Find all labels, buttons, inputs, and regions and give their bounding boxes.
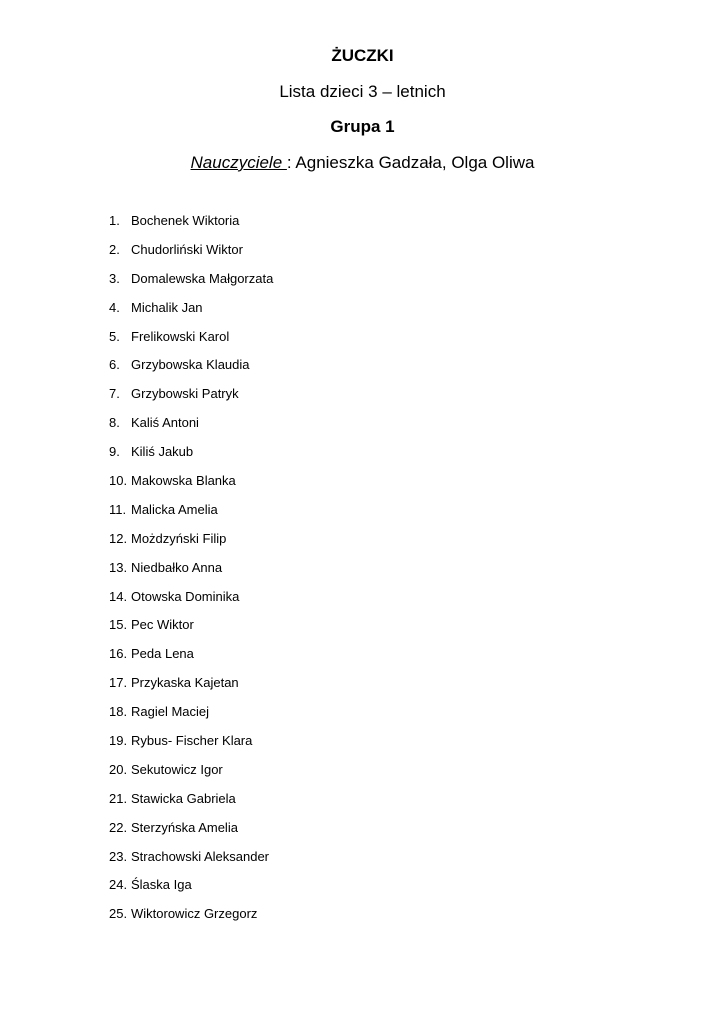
list-item [0, 323, 725, 352]
list-item [0, 467, 725, 496]
child-name: Sekutowicz Igor [131, 761, 223, 777]
list-item [0, 409, 725, 438]
teachers-line [0, 152, 725, 174]
list-item [0, 525, 725, 554]
list-item-number: 13. [109, 559, 128, 575]
list-item [0, 207, 725, 236]
list-item-number: 2. [109, 241, 120, 257]
list-item-number: 24. [109, 877, 128, 893]
child-name: Grzybowska Klaudia [131, 357, 250, 373]
document-subtitle: Lista dzieci 3 – letnich [279, 82, 446, 101]
child-name: Pec Wiktor [131, 617, 194, 633]
list-item [0, 611, 725, 640]
list-item-number: 19. [109, 733, 128, 749]
document-title: ŻUCZKI [331, 46, 394, 65]
list-item-number: 16. [109, 646, 128, 662]
list-item-number: 10. [109, 473, 128, 489]
child-name: Grzybowski Patryk [131, 386, 239, 402]
list-item [0, 496, 725, 525]
list-item [0, 814, 725, 843]
list-item [0, 727, 725, 756]
list-item-number: 11. [109, 501, 127, 517]
list-item-number: 20. [109, 761, 128, 777]
child-name: Ślaska Iga [131, 877, 192, 893]
list-item [0, 785, 725, 814]
list-item-number: 23. [109, 848, 128, 864]
list-item [0, 640, 725, 669]
list-item-number: 4. [109, 299, 120, 315]
list-item-number: 18. [109, 704, 128, 720]
child-name: Makowska Blanka [131, 473, 236, 489]
child-name: Otowska Dominika [131, 588, 240, 604]
child-name: Ragiel Maciej [131, 704, 210, 720]
list-item [0, 554, 725, 583]
list-item [0, 438, 725, 467]
list-item [0, 669, 725, 698]
list-item-number: 15. [109, 617, 128, 633]
child-name: Niedbałko Anna [131, 559, 223, 575]
child-name: Stawicka Gabriela [131, 790, 236, 806]
child-name: Sterzyńska Amelia [131, 819, 238, 835]
list-item [0, 236, 725, 265]
child-name: Peda Lena [131, 646, 194, 662]
child-name: Michalik Jan [131, 299, 203, 315]
child-name: Przykaska Kajetan [131, 675, 239, 691]
list-item [0, 294, 725, 323]
list-item [0, 265, 725, 294]
list-item [0, 698, 725, 727]
teachers-separator: : [286, 153, 296, 172]
teachers-names: Agnieszka Gadzała, Olga Oliwa [295, 153, 535, 172]
list-item [0, 351, 725, 380]
child-name: Kaliś Antoni [131, 415, 199, 431]
list-item-number: 17. [109, 675, 128, 691]
child-name: Strachowski Aleksander [131, 848, 270, 864]
child-name: Malicka Amelia [131, 501, 218, 517]
child-name: Rybus- Fischer Klara [131, 733, 253, 749]
list-item [0, 380, 725, 409]
child-name: Chudorliński Wiktor [131, 241, 243, 257]
group-heading: Grupa 1 [330, 117, 395, 136]
list-item-number: 3. [109, 270, 120, 286]
child-name: Możdzyński Filip [131, 530, 227, 546]
child-name: Kiliś Jakub [131, 444, 194, 460]
child-name: Frelikowski Karol [131, 328, 230, 344]
list-item-number: 8. [109, 415, 120, 431]
list-item-number: 7. [109, 386, 120, 402]
list-item-number: 5. [109, 328, 120, 344]
list-item-number: 22. [109, 819, 128, 835]
list-item-number: 9. [109, 444, 120, 460]
children-list [0, 207, 725, 929]
child-name: Wiktorowicz Grzegorz [131, 906, 258, 922]
list-item-number: 25. [109, 906, 128, 922]
list-item-number: 1. [109, 213, 120, 228]
list-item-number: 12. [109, 530, 128, 546]
list-item-number: 21. [109, 790, 128, 806]
teachers-label: Nauczyciele [190, 153, 287, 172]
list-item [0, 756, 725, 785]
child-name: Bochenek Wiktoria [131, 213, 240, 228]
list-item [0, 871, 725, 900]
list-item [0, 900, 725, 929]
list-item [0, 843, 725, 872]
child-name: Domalewska Małgorzata [131, 270, 274, 286]
list-item [0, 583, 725, 612]
list-item-number: 6. [109, 357, 120, 373]
list-item-number: 14. [109, 588, 128, 604]
